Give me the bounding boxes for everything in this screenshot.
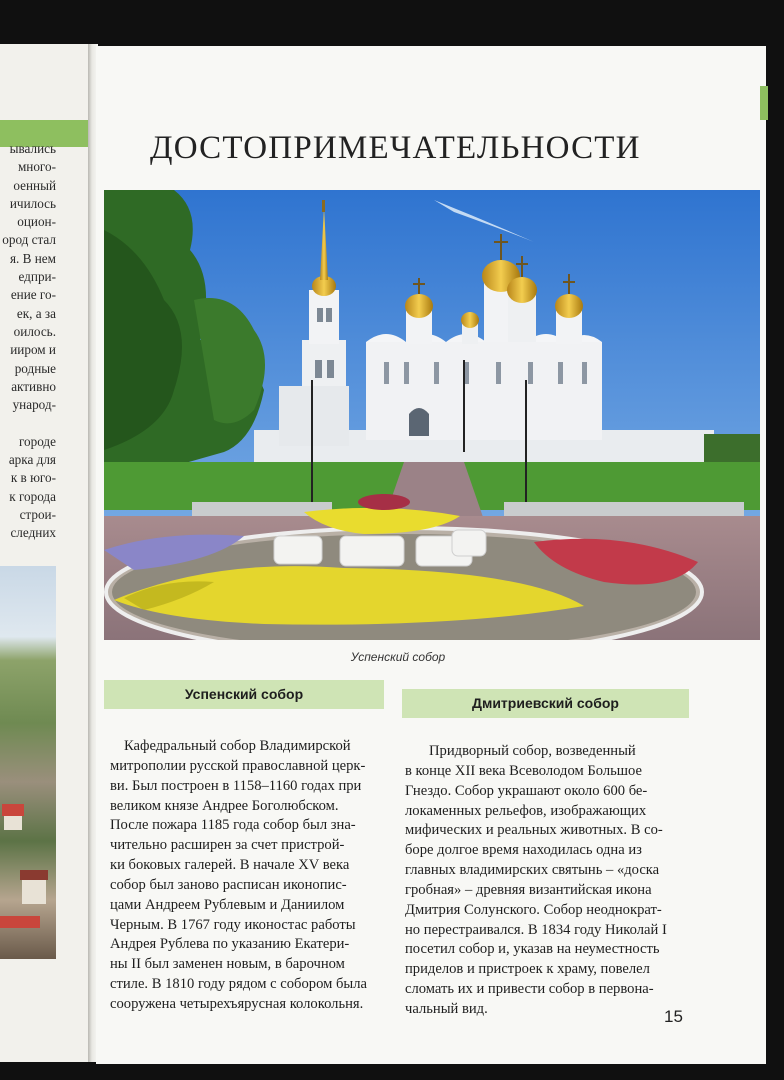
paragraph-line: ны II был заменен новым, в барочном	[110, 956, 345, 973]
left-text-line: ународ-	[12, 397, 56, 413]
page-number: 15	[664, 1007, 683, 1026]
left-text-line: ывались	[9, 141, 56, 156]
page-title: ДОСТОПРИМЕЧАТЕЛЬНОСТИ	[150, 130, 641, 166]
paragraph-line: стиле. В 1810 году рядом с собором была	[110, 976, 367, 993]
paragraph-line: Черным. В 1767 году иконостас работы	[110, 916, 356, 933]
section-heading-uspensky: Успенский собор	[104, 680, 384, 709]
section-body-uspensky	[110, 737, 384, 1015]
paragraph-line: боре долгое время находилась одна из	[405, 842, 642, 859]
cathedral-photo	[104, 190, 760, 640]
paragraph-line: Андрея Рублева по указанию Екатери-	[110, 936, 350, 953]
paragraph-line: мифических и реальных животных. В со-	[405, 822, 663, 839]
paragraph-line: После пожара 1185 года собор был зна-	[110, 817, 356, 834]
left-text-line: оенный	[13, 177, 56, 193]
paragraph-line: но перестраивался. В 1834 году Николай I	[405, 921, 667, 938]
paragraph-line: чительно расширен за счет пристрой-	[110, 837, 345, 854]
paragraph-line: сооружена четырехъярусная колокольня.	[110, 995, 364, 1012]
section-heading-dmitrievsky: Дмитриевский собор	[402, 689, 689, 718]
paragraph-line: ви. Был построен в 1158–1160 годах при	[110, 777, 362, 794]
left-text-line: едпри-	[18, 269, 56, 285]
left-text-line: ород стал	[2, 232, 56, 248]
left-text-line: ичилось	[9, 195, 56, 211]
left-text-line: ииром и	[10, 342, 56, 358]
left-text-line: я. В нем	[9, 250, 56, 266]
left-text-line: к в юго-	[10, 470, 56, 486]
left-text-line	[0, 414, 56, 432]
left-text-line: ение го-	[10, 287, 56, 303]
left-text-line: много-	[17, 159, 56, 175]
left-text-line: строи-	[19, 506, 56, 522]
paragraph-line: Дмитрия Солунского. Собор неоднократ-	[405, 901, 662, 918]
paragraph-line: локаменных рельефов, изображающих	[405, 802, 647, 819]
section-body-dmitrievsky	[405, 742, 689, 1020]
left-text-line: оцион-	[17, 214, 56, 230]
left-text-line: следних	[10, 525, 56, 541]
left-text-line: арка для	[8, 452, 56, 468]
paragraph-line: ки боковых галерей. В начале XV века	[110, 857, 350, 874]
paragraph-line: Придворный собор, возведенный	[429, 743, 636, 759]
paragraph-line: в конце XII века Всеволодом Большое	[405, 762, 642, 779]
paragraph-line: собор был заново расписан иконопис-	[110, 876, 347, 893]
left-text-line: к города	[9, 488, 56, 504]
paragraph-line: гробная» – древняя византийская икона	[405, 881, 652, 898]
page-green-tab	[760, 86, 768, 120]
paragraph-line: Кафедральный собор Владимирской	[124, 738, 351, 754]
paragraph-line: великом князе Андрее Боголюбском.	[110, 797, 339, 814]
left-text-line: активно	[11, 378, 56, 394]
left-page-edge	[0, 44, 92, 1062]
left-text-line: оилось.	[13, 323, 56, 339]
left-page-text	[0, 140, 56, 543]
paragraph-line: посетил собор и, указав на неуместность	[405, 941, 660, 958]
photo-caption: Успенский собор	[350, 650, 446, 664]
paragraph-line: главных владимирских святынь – «доска	[405, 862, 660, 879]
paragraph-line: цами Андреем Рублевым и Даниилом	[110, 896, 345, 913]
left-text-line: ек, а за	[16, 305, 56, 321]
paragraph-line: сломать их и привести собор в первона-	[405, 981, 654, 998]
paragraph-line: Гнездо. Собор украшают около 600 бе-	[405, 782, 648, 799]
left-page-town-photo	[0, 566, 56, 959]
left-text-line: городе	[18, 433, 56, 449]
left-text-line: родные	[14, 360, 56, 376]
paragraph-line: приделов и пристроек к храму, повелел	[405, 961, 650, 978]
paragraph-line: чальный вид.	[405, 1000, 488, 1017]
paragraph-line: митрополии русской православной церк-	[110, 757, 366, 774]
